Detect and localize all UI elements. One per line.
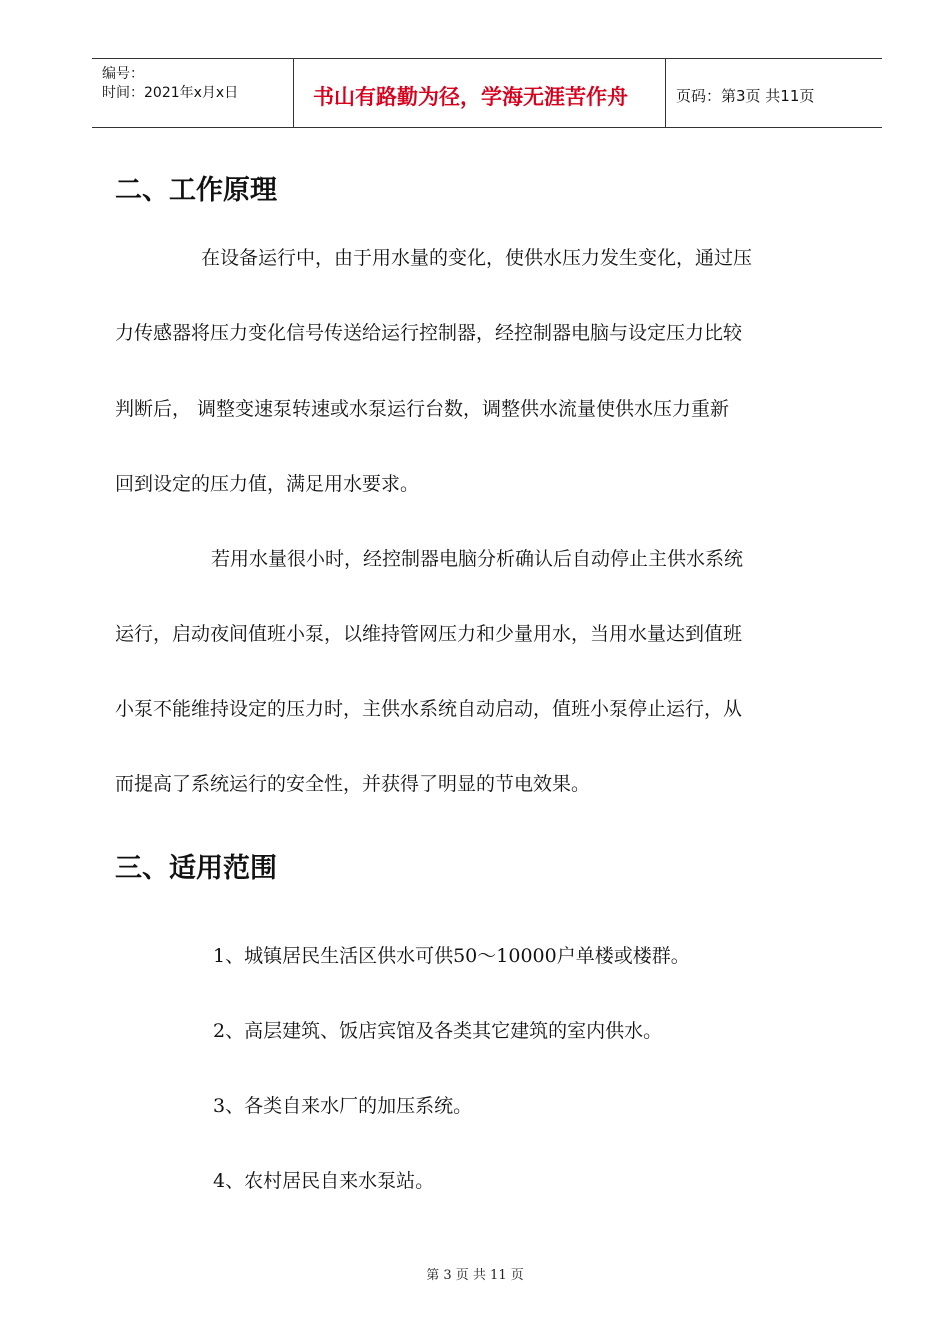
scope-list-item: 1、城镇居民生活区供水可供50～10000户单楼或楼群。 (213, 945, 690, 967)
section-heading-principle: 二、工作原理 (115, 175, 277, 206)
paragraph-line: 而提高了系统运行的安全性，并获得了明显的节电效果。 (115, 773, 591, 795)
paragraph-line: 小泵不能维持设定的压力时，主供水系统自动启动，值班小泵停止运行，从 (115, 698, 743, 720)
paragraph-line: 判断后， 调整变速泵转速或水泵运行台数，调整供水流量使供水压力重新 (115, 398, 730, 420)
document-code-label: 编号： (102, 66, 144, 82)
paragraph-line: 在设备运行中，由于用水量的变化，使供水压力发生变化，通过压 (201, 247, 753, 269)
section-heading-scope: 三、适用范围 (115, 853, 277, 884)
header-page-number: 页码：第3页 共11页 (676, 87, 815, 105)
header-page-cell (666, 59, 882, 127)
page-header (92, 58, 882, 128)
paragraph-line: 运行，启动夜间值班小泵，以维持管网压力和少量用水，当用水量达到值班 (115, 623, 743, 645)
page-footer: 第 3 页 共 11 页 (426, 1268, 524, 1283)
document-time-label: 时间：2021年x月x日 (102, 85, 239, 101)
header-motto-cell (293, 59, 666, 127)
header-motto: 书山有路勤为径，学海无涯苦作舟 (313, 85, 628, 109)
paragraph-line: 回到设定的压力值，满足用水要求。 (115, 473, 420, 495)
paragraph-line: 力传感器将压力变化信号传送给运行控制器，经控制器电脑与设定压力比较 (115, 322, 743, 344)
scope-list-item: 3、各类自来水厂的加压系统。 (213, 1095, 473, 1117)
scope-list-item: 4、农村居民自来水泵站。 (213, 1170, 435, 1192)
paragraph-line: 若用水量很小时，经控制器电脑分析确认后自动停止主供水系统 (211, 548, 744, 570)
scope-list-item: 2、高层建筑、饭店宾馆及各类其它建筑的室内供水。 (213, 1020, 663, 1042)
header-meta-cell (92, 59, 294, 127)
